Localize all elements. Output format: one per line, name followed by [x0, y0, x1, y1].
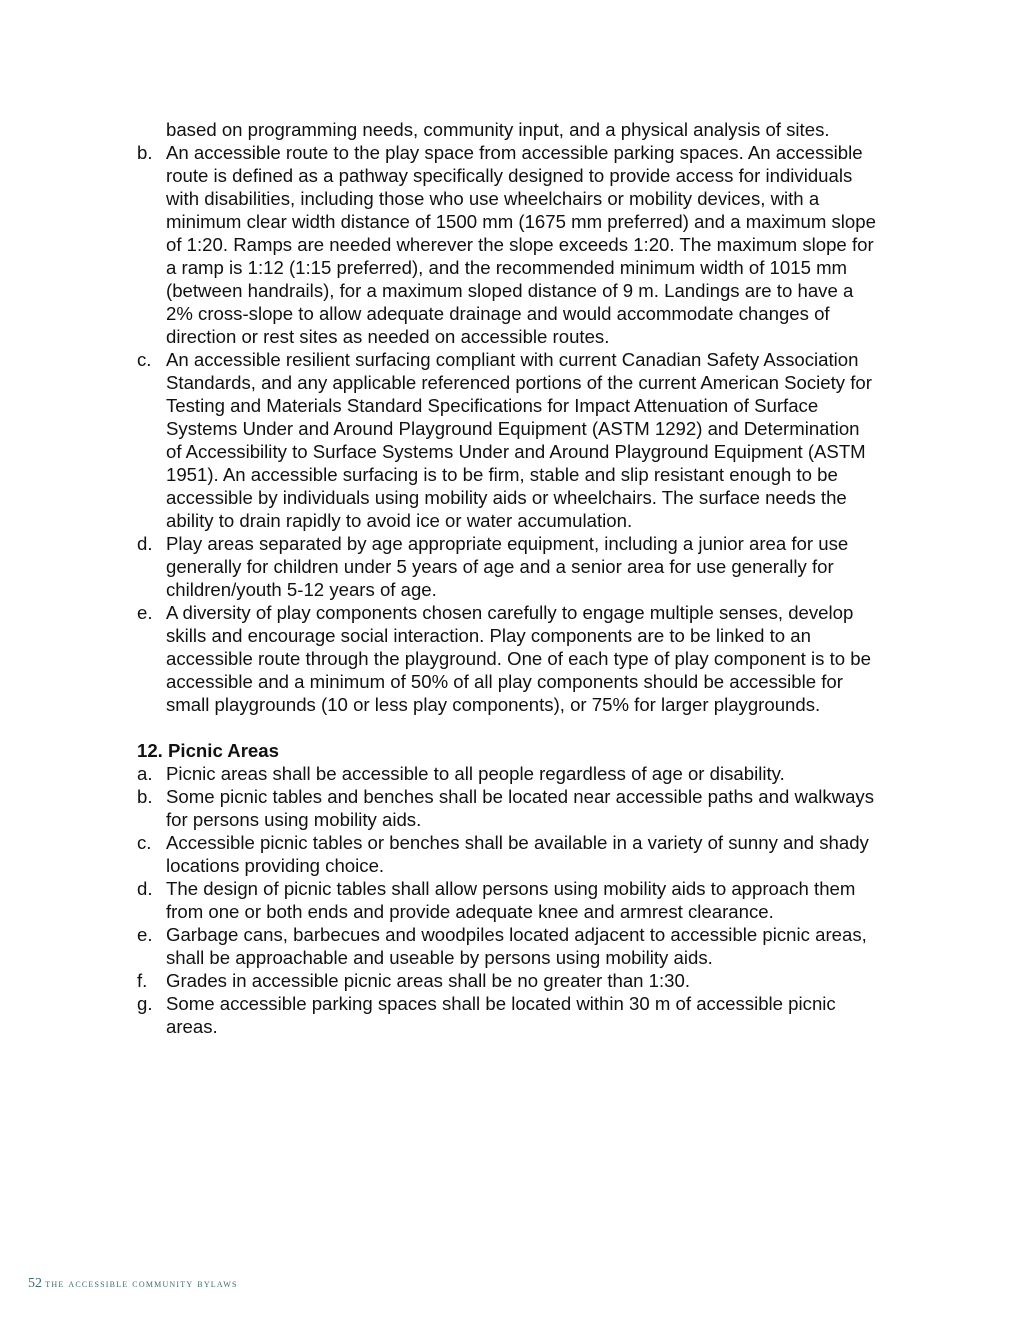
play-space-requirements-list [137, 141, 877, 716]
list-item [137, 992, 877, 1038]
list-item [137, 969, 877, 992]
list-marker: c. [137, 832, 152, 853]
running-title: the accessible community bylaws [45, 1278, 238, 1290]
list-marker: c. [137, 349, 152, 370]
continuation-paragraph: based on programming needs, community input, and a physical analysis of sites. [166, 119, 830, 140]
list-item-text: Play areas separated by age appropriate equipment, including a junior area for use generally for children under 5 years of age and a senior area for use generally for children/youth 5-12 years of age. [166, 533, 849, 600]
list-marker: e. [137, 924, 153, 945]
list-item-text: Some picnic tables and benches shall be located near accessible paths and walkways for persons using mobility aids. [166, 786, 875, 830]
list-item [137, 785, 877, 831]
list-item-text: Some accessible parking spaces shall be located within 30 m of accessible picnic areas. [166, 993, 836, 1037]
list-item [137, 532, 877, 601]
list-item [137, 762, 877, 785]
list-item [137, 877, 877, 923]
list-item-text: Picnic areas shall be accessible to all people regardless of age or disability. [166, 763, 785, 784]
list-marker: b. [137, 786, 153, 807]
page-number: 52 [28, 1276, 42, 1291]
list-marker: g. [137, 993, 153, 1014]
list-item [137, 601, 877, 716]
list-item [137, 923, 877, 969]
list-marker: b. [137, 142, 153, 163]
list-item [137, 348, 877, 532]
section-heading-picnic-areas: 12. Picnic Areas [137, 740, 279, 761]
list-item-text: An accessible resilient surfacing compliant with current Canadian Safety Association Standards, and any applicable referenced portions of the current American Society for Testing and Materials Standard Specifications for Impact Attenuation of Surface Systems Under and Around Playground Equipment (ASTM 1292) and Determination of Accessibility to Surface Systems Under and Around Playground Equipment (ASTM 1951). An accessible surfacing is to be firm, stable and slip resistant enough to be accessible by individuals using mobility aids or wheelchairs. The surface needs the ability to drain rapidly to avoid ice or water accumulation. [166, 349, 872, 531]
list-marker: d. [137, 878, 153, 899]
list-item [137, 831, 877, 877]
picnic-areas-list [137, 762, 877, 1038]
list-marker: e. [137, 602, 153, 623]
list-item-text: Accessible picnic tables or benches shall be available in a variety of sunny and shady locations providing choice. [166, 832, 869, 876]
list-item-text: The design of picnic tables shall allow persons using mobility aids to approach them from one or both ends and provide adequate knee and armrest clearance. [166, 878, 856, 922]
page-footer [28, 1275, 238, 1292]
list-item-text: An accessible route to the play space from accessible parking spaces. An accessible route is defined as a pathway specifically designed to provide access for individuals with disabilities, including those who use wheelchairs or mobility devices, with a minimum clear width distance of 1500 mm (1675 mm preferred) and a maximum slope of 1:20. Ramps are needed wherever the slope exceeds 1:20. The maximum slope for a ramp is 1:12 (1:15 preferred), and the recommended minimum width of 1015 mm (between handrails), for a maximum sloped distance of 9 m. Landings are to have a 2% cross-slope to allow adequate drainage and would accommodate changes of direction or rest sites as needed on accessible routes. [166, 142, 876, 347]
list-marker: d. [137, 533, 153, 554]
page-content [137, 118, 877, 1038]
list-marker: f. [137, 970, 148, 991]
list-item-text: Garbage cans, barbecues and woodpiles located adjacent to accessible picnic areas, shall be approachable and useable by persons using mobility aids. [166, 924, 867, 968]
list-marker: a. [137, 763, 153, 784]
list-item-text: Grades in accessible picnic areas shall be no greater than 1:30. [166, 970, 691, 991]
list-item-text: A diversity of play components chosen carefully to engage multiple senses, develop skills and encourage social interaction. Play components are to be linked to an accessible route through the playground. One of each type of play component is to be accessible and a minimum of 50% of all play components should be accessible for small playgrounds (10 or less play components), or 75% for larger playgrounds. [166, 602, 871, 715]
list-item [137, 141, 877, 348]
